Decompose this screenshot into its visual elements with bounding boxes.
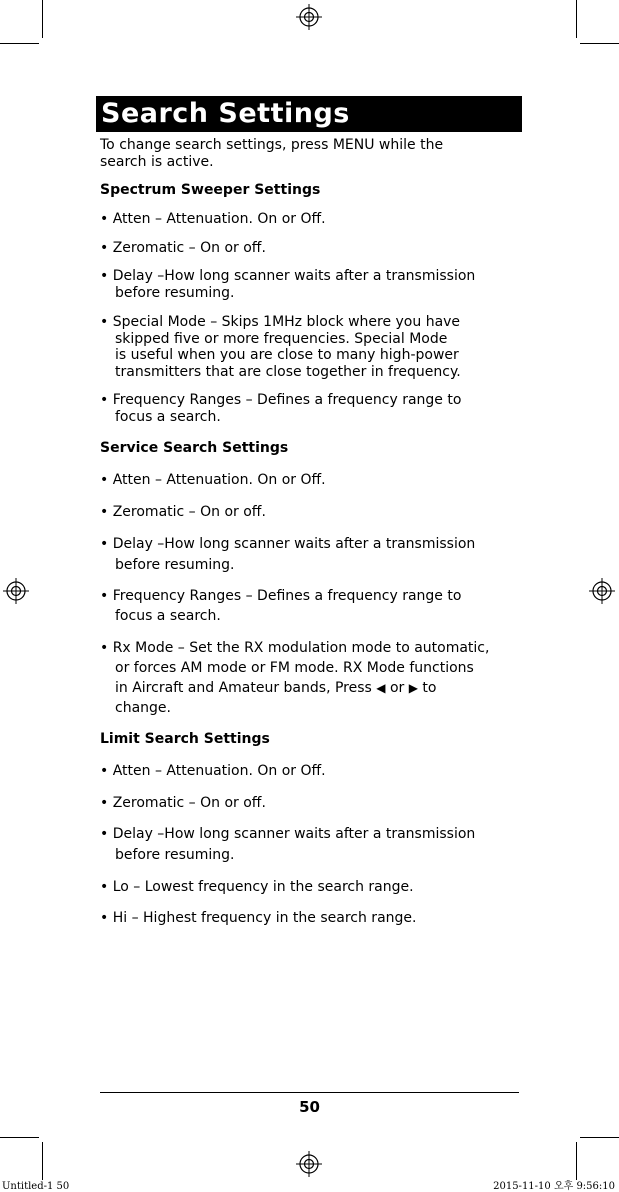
crop-mark	[42, 0, 43, 38]
left-arrow-icon: ◀	[376, 681, 386, 695]
page-title: Search Settings	[101, 98, 350, 129]
crop-mark	[0, 43, 39, 44]
title-bar	[96, 96, 522, 132]
list-item-frequency-ranges: focus a search.	[115, 608, 221, 624]
list-item-atten: • Atten – Attenuation. On or Off.	[100, 211, 326, 227]
list-item-zeromatic: • Zeromatic – On or off.	[100, 504, 266, 520]
list-item-special-mode: • Special Mode – Skips 1MHz block where you have	[100, 314, 461, 330]
print-slug-left: Untitled-1 50	[2, 1181, 70, 1192]
list-item-special-mode: is useful when you are close to many high-power	[115, 347, 459, 363]
intro-text: search is active.	[100, 154, 214, 170]
list-item-rx-mode: or forces AM mode or FM mode. RX Mode functions	[115, 660, 474, 676]
registration-mark-icon	[296, 4, 322, 30]
crop-mark	[576, 0, 577, 38]
crop-mark	[580, 1137, 619, 1138]
footer-divider	[100, 1092, 519, 1093]
crop-mark	[576, 1142, 577, 1180]
section-heading-service: Service Search Settings	[100, 440, 289, 456]
list-item-delay: before resuming.	[115, 557, 235, 573]
list-item-lo: • Lo – Lowest frequency in the search range.	[100, 879, 414, 895]
list-item-delay: • Delay –How long scanner waits after a transmission	[100, 826, 476, 842]
crop-mark	[42, 1142, 43, 1180]
list-item-zeromatic: • Zeromatic – On or off.	[100, 240, 266, 256]
list-item-hi: • Hi – Highest frequency in the search range.	[100, 910, 417, 926]
right-arrow-icon: ▶	[408, 681, 418, 695]
print-slug-right: 2015-11-10 오후 9:56:10	[493, 1181, 615, 1192]
list-item-rx-mode	[115, 680, 436, 697]
crop-mark	[0, 1137, 39, 1138]
registration-mark-icon	[296, 1151, 322, 1177]
registration-mark-icon	[589, 578, 615, 604]
list-item-atten: • Atten – Attenuation. On or Off.	[100, 763, 326, 779]
list-item-atten: • Atten – Attenuation. On or Off.	[100, 472, 326, 488]
rx-mode-text: in Aircraft and Amateur bands, Press	[115, 680, 377, 696]
list-item-special-mode: transmitters that are close together in frequency.	[115, 364, 461, 380]
list-item-delay: • Delay –How long scanner waits after a transmission	[100, 268, 476, 284]
rx-mode-text: or	[385, 680, 409, 696]
page-number: 50	[299, 1098, 320, 1116]
rx-mode-text: to	[417, 680, 437, 696]
crop-mark	[580, 43, 619, 44]
list-item-rx-mode: change.	[115, 700, 171, 716]
list-item-special-mode: skipped five or more frequencies. Special Mode	[115, 331, 448, 347]
list-item-delay: before resuming.	[115, 847, 235, 863]
list-item-frequency-ranges: focus a search.	[115, 409, 221, 425]
list-item-rx-mode: • Rx Mode – Set the RX modulation mode to automatic,	[100, 640, 490, 656]
list-item-delay: before resuming.	[115, 285, 235, 301]
section-heading-spectrum: Spectrum Sweeper Settings	[100, 182, 321, 198]
intro-text: To change search settings, press MENU while the	[100, 137, 444, 153]
list-item-delay: • Delay –How long scanner waits after a transmission	[100, 536, 476, 552]
list-item-frequency-ranges: • Frequency Ranges – Defines a frequency range to	[100, 392, 462, 408]
section-heading-limit: Limit Search Settings	[100, 731, 270, 747]
registration-mark-icon	[3, 578, 29, 604]
list-item-zeromatic: • Zeromatic – On or off.	[100, 795, 266, 811]
list-item-frequency-ranges: • Frequency Ranges – Defines a frequency range to	[100, 588, 462, 604]
